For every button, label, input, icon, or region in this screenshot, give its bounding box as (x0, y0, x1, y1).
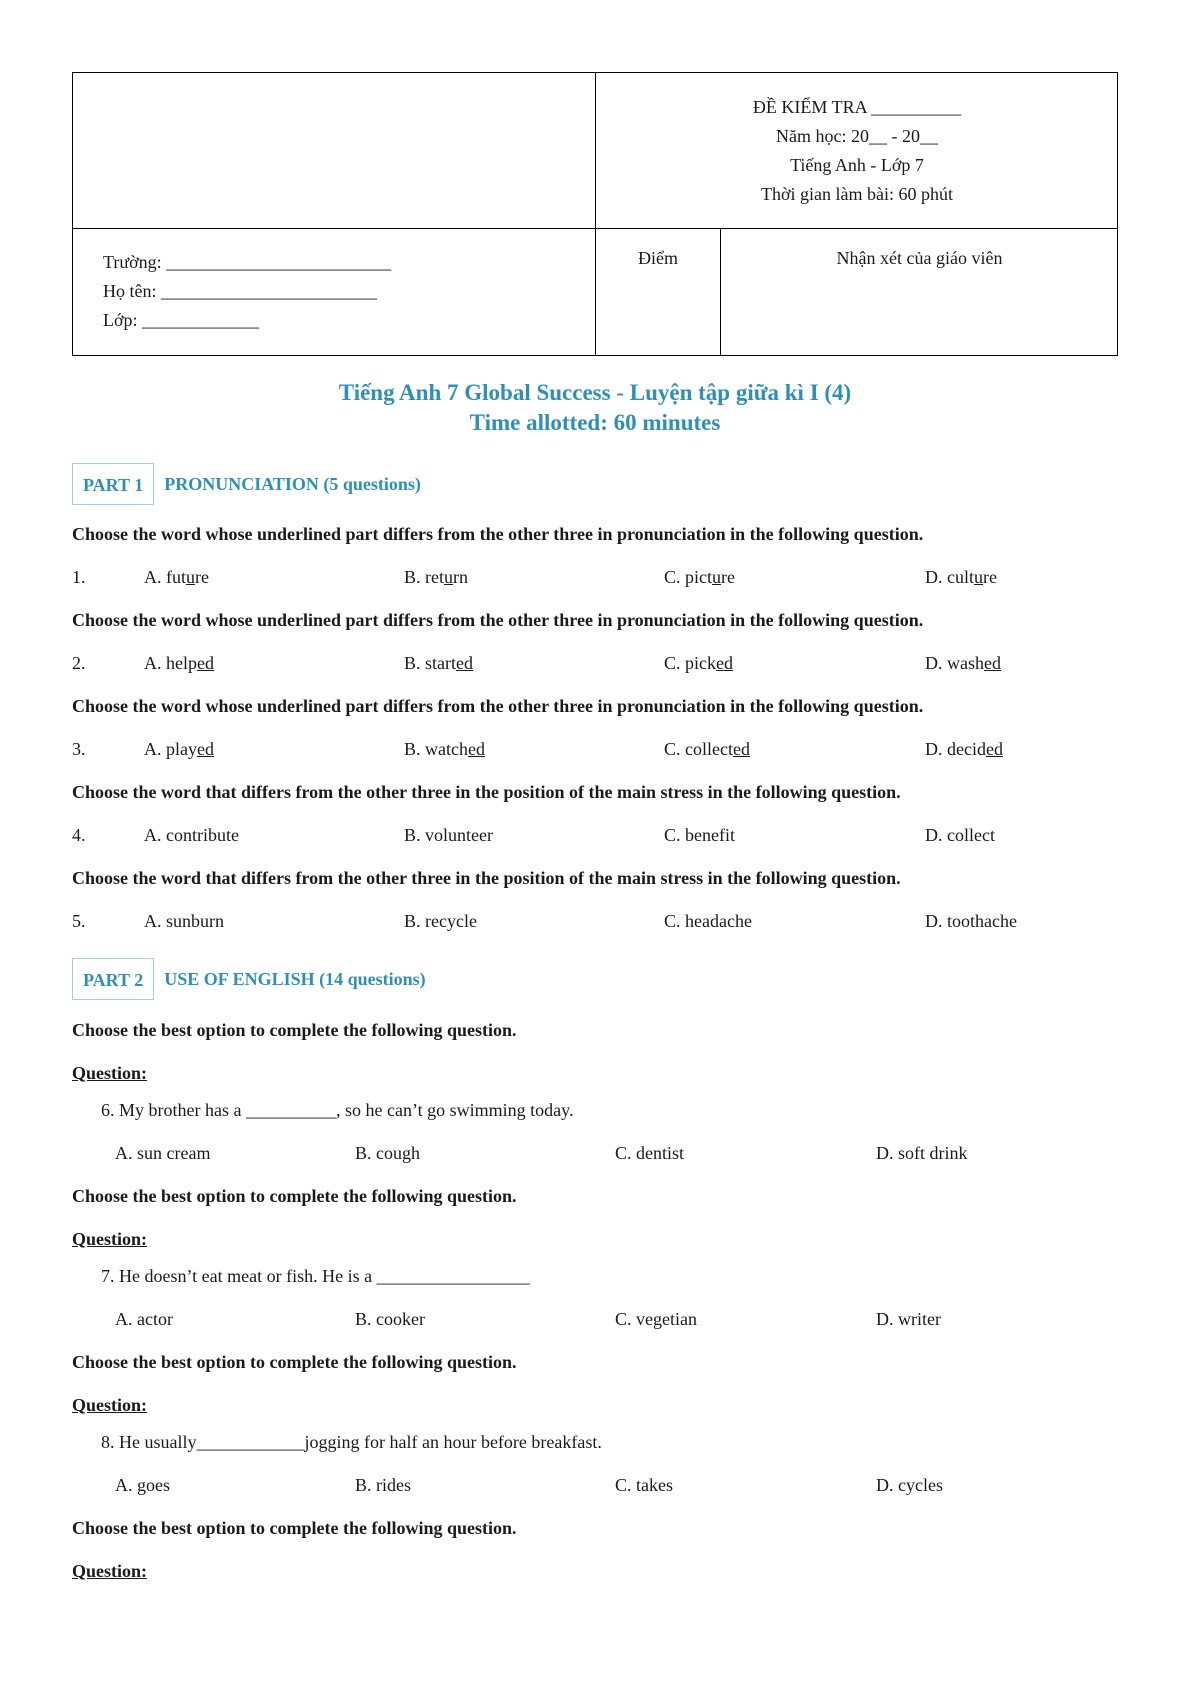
underlined-part: ed (716, 653, 733, 673)
answer-option[interactable]: C. dentist (615, 1143, 685, 1163)
answer-option[interactable]: B. return (404, 567, 468, 587)
question-number: 4. (72, 825, 86, 845)
subject: Tiếng Anh - Lớp 7 (790, 155, 924, 175)
underlined-part: ed (197, 739, 214, 759)
question-label: Question: (72, 1395, 148, 1415)
question-stem: 8. He usually____________jogging for half an hour before breakfast. (101, 1432, 602, 1452)
question-number: 1. (72, 567, 86, 587)
name-field: Họ tên: ________________________ (103, 281, 377, 301)
answer-option[interactable]: A. goes (115, 1475, 170, 1495)
answer-option[interactable]: D. toothache (925, 911, 1017, 931)
student-info (103, 248, 391, 335)
question-label: Question: (72, 1063, 148, 1083)
instruction: Choose the word whose underlined part differs from the other three in pronunciation in the following question. (72, 524, 924, 544)
underlined-part: u (974, 567, 983, 587)
underlined-part: u (186, 567, 195, 587)
part1-heading (72, 463, 421, 505)
answer-option[interactable]: D. collect (925, 825, 995, 845)
underlined-part: ed (984, 653, 1001, 673)
answer-option[interactable]: A. helped (144, 653, 214, 673)
answer-option[interactable]: A. sun cream (115, 1143, 211, 1163)
answer-option[interactable]: B. rides (355, 1475, 411, 1495)
answer-option[interactable]: C. collected (664, 739, 750, 759)
question-number: 5. (72, 911, 86, 931)
part2-heading (72, 958, 426, 1000)
instruction: Choose the word that differs from the other three in the position of the main stress in the following question. (72, 782, 901, 802)
underlined-part: ed (456, 653, 473, 673)
instruction: Choose the best option to complete the following question. (72, 1518, 517, 1538)
teacher-comment-label: Nhận xét của giáo viên (836, 248, 1003, 268)
title-line-2: Time allotted: 60 minutes (469, 410, 721, 435)
school-field: Trường: _________________________ (103, 252, 392, 272)
instruction: Choose the best option to complete the following question. (72, 1186, 517, 1206)
school-year: Năm học: 20__ - 20__ (776, 126, 938, 146)
answer-option[interactable]: D. decided (925, 739, 1003, 759)
answer-option[interactable]: A. actor (115, 1309, 173, 1329)
underlined-part: ed (467, 739, 485, 759)
part1-label: PART 1 (72, 463, 154, 505)
answer-option[interactable]: C. benefit (664, 825, 735, 845)
instruction: Choose the best option to complete the following question. (72, 1352, 517, 1372)
question-label: Question: (72, 1229, 148, 1249)
exam-header-table (72, 72, 1118, 356)
answer-option[interactable]: B. watched (404, 739, 485, 759)
answer-option[interactable]: C. picture (664, 567, 735, 587)
class-field: Lớp: _____________ (103, 310, 260, 330)
part1-title: PRONUNCIATION (5 questions) (164, 473, 421, 494)
question-label: Question: (72, 1561, 148, 1581)
answer-option[interactable]: B. cooker (355, 1309, 425, 1329)
exam-page (72, 72, 1118, 1581)
answer-option[interactable]: B. cough (355, 1143, 420, 1163)
answer-option[interactable]: D. writer (876, 1309, 941, 1329)
answer-option[interactable]: B. recycle (404, 911, 477, 931)
score-label: Điểm (638, 248, 678, 268)
question-number: 3. (72, 739, 86, 759)
answer-option[interactable]: D. culture (925, 567, 997, 587)
underlined-part: u (444, 567, 453, 587)
answer-option[interactable]: B. started (404, 653, 473, 673)
answer-option[interactable]: A. played (144, 739, 214, 759)
answer-option[interactable]: C. vegetian (615, 1309, 697, 1329)
exam-info (596, 93, 1118, 209)
answer-option[interactable]: C. picked (664, 653, 733, 673)
answer-option[interactable]: A. future (144, 567, 209, 587)
instruction: Choose the best option to complete the following question. (72, 1020, 517, 1040)
answer-option[interactable]: A. contribute (144, 825, 239, 845)
answer-option[interactable]: C. takes (615, 1475, 673, 1495)
underlined-part: u (712, 567, 721, 587)
answer-option[interactable]: D. cycles (876, 1475, 943, 1495)
answer-option[interactable]: D. washed (925, 653, 1001, 673)
instruction: Choose the word that differs from the other three in the position of the main stress in the following question. (72, 868, 901, 888)
question-stem: 7. He doesn’t eat meat or fish. He is a _________________ (101, 1266, 530, 1286)
part2-title: USE OF ENGLISH (14 questions) (164, 968, 426, 989)
underlined-part: ed (732, 739, 750, 759)
answer-option[interactable]: A. sunburn (144, 911, 224, 931)
exam-title: ĐỀ KIỂM TRA __________ (752, 97, 962, 117)
duration: Thời gian làm bài: 60 phút (761, 184, 953, 204)
answer-option[interactable]: C. headache (664, 911, 752, 931)
underlined-part: ed (197, 653, 214, 673)
answer-option[interactable]: D. soft drink (876, 1143, 968, 1163)
worksheet-title (72, 378, 1118, 438)
instruction: Choose the word whose underlined part differs from the other three in pronunciation in the following question. (72, 696, 924, 716)
question-stem: 6. My brother has a __________, so he can’t go swimming today. (101, 1100, 574, 1120)
part2-label: PART 2 (72, 958, 154, 1000)
answer-option[interactable]: B. volunteer (404, 825, 493, 845)
instruction: Choose the word whose underlined part differs from the other three in pronunciation in the following question. (72, 610, 924, 630)
title-line-1: Tiếng Anh 7 Global Success - Luyện tập giữa kì I (4) (338, 380, 852, 405)
table-divider (73, 228, 1117, 229)
underlined-part: ed (985, 739, 1003, 759)
question-number: 2. (72, 653, 86, 673)
